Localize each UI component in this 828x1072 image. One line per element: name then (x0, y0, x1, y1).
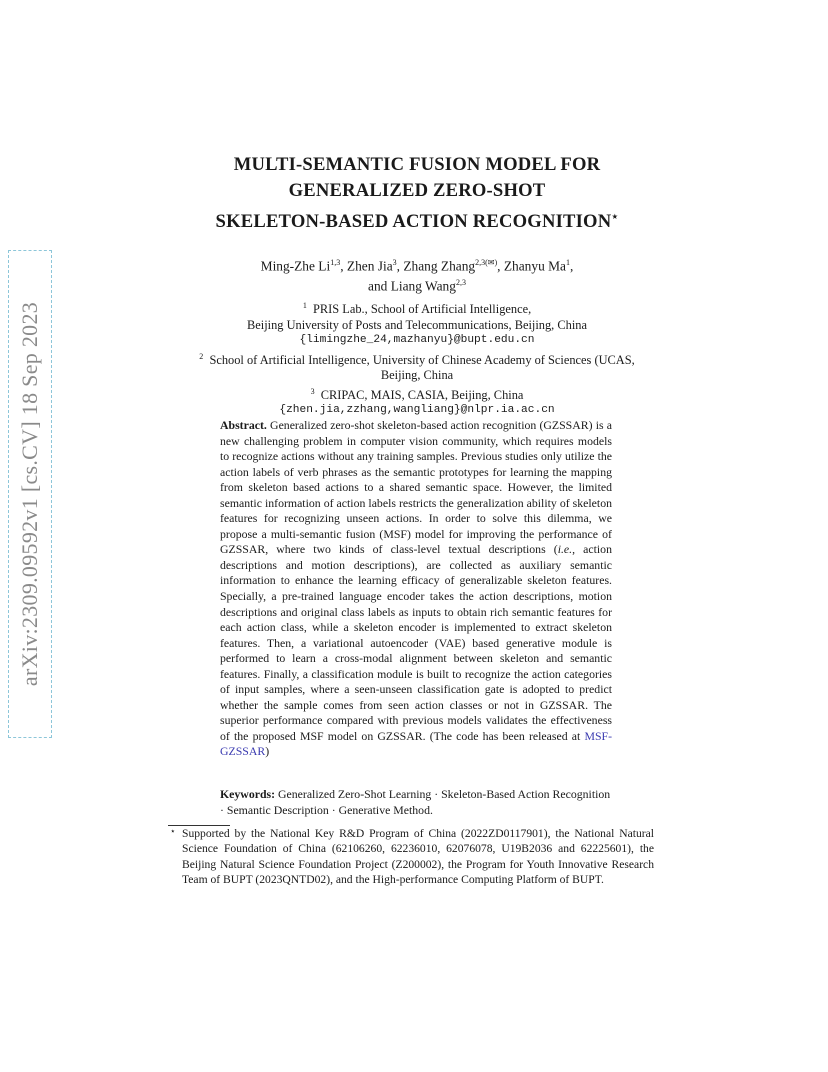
author-name: Zhen Jia (346, 258, 393, 274)
author-affil-sup: 3 (392, 258, 397, 267)
author-affil-sup: 1,3 (330, 258, 341, 267)
affil-text: PRIS Lab., School of Artificial Intelligence, (313, 302, 532, 317)
affil-number: 1 (302, 301, 307, 310)
affiliations (150, 298, 684, 419)
affil-number: 3 (310, 386, 315, 396)
author-name: Zhanyu Ma (503, 258, 566, 274)
author-list: Ming-Zhe Li$^{1,3}$, Zhen Jia$^3$, Zhang Zhang$^{2,3(✉)}$, Zhanyu Ma$^1$, and Liang Wang$^{2,3}$ (260, 258, 574, 294)
abstract-ie: i.e. (557, 542, 573, 557)
footnote-star-mark: ⋆ (170, 826, 176, 836)
affiliation-2 (150, 349, 684, 369)
affil-text: School of Artificial Intelligence, University of Chinese Academy of Sciences (UCAS, (209, 352, 635, 367)
title-line-1: MULTI-SEMANTIC FUSION MODEL FOR (233, 154, 601, 175)
keywords-text: Generalized Zero-Shot Learning · Skeleton-Based Action Recognition · Semantic Description · Generative Method. (220, 787, 611, 817)
affil-number: 2 (199, 351, 204, 361)
arxiv-stamp (8, 250, 52, 738)
author-name: Zhang Zhang (403, 258, 476, 274)
author-affil-sup: 2,3 (455, 278, 466, 288)
title-line-2: GENERALIZED ZERO-SHOT (288, 180, 546, 201)
code-link[interactable]: MSF-GZSSAR (220, 728, 612, 759)
footnote-text: Supported by the National Key R&D Program of China (2022ZD0117901), the National Natural Science Foundation of China (62106260, 62236010, 62076078, U19B2036 and 62225601), the Beijing Natural Science Foundation Project (Z200002), the Program for Youth Innovative Research Team of BUPT (2023QNTD02), and the High-performance Computing Platform of BUPT. (182, 827, 654, 887)
affiliation-3 (150, 384, 684, 404)
affiliation-1 (150, 298, 684, 318)
abstract-body: Generalized zero-shot skeleton-based action recognition (GZSSAR) is a new challenging problem in computer vision community, which requires models to recognize actions without any training samples. Previous studies only utilize the action labels of verb phrases as the semantic prototypes for learning the mapping from skeleton based actions to a shared semantic space. However, the limited semantic information of action labels restricts the generalization ability of skeleton features for recognizing unseen actions. In order to solve this dilemma, we propose a multi-semantic fusion (MSF) model for improving the performance of GZSSAR, where two kinds of class-level textual descriptions ( (220, 418, 612, 557)
affil-text: CRIPAC, MAIS, CASIA, Beijing, China (320, 387, 524, 402)
abstract-close: ) (265, 744, 270, 759)
arxiv-identifier[interactable]: arXiv:2309.09592v1 [cs.CV] 18 Sep 2023 (17, 301, 42, 687)
author-affil-sup: 2,3(✉) (475, 258, 498, 267)
abstract-heading: Abstract. (220, 418, 267, 432)
keywords-heading: Keywords: (220, 787, 276, 801)
keywords (220, 787, 612, 818)
email-2: {zhen.jia,zzhang,wangliang}@nlpr.ia.ac.cn (279, 404, 555, 417)
author-name: Ming-Zhe Li (260, 258, 331, 274)
footnote (170, 826, 654, 888)
abstract (220, 418, 612, 760)
paper-title (150, 152, 684, 235)
title-line-3 (150, 204, 684, 235)
author-affil-sup: 1 (565, 258, 570, 267)
affiliation-2-line-2: Beijing, China (380, 368, 454, 383)
title-star-mark: ⋆ (611, 211, 619, 223)
title-line-3-text: SKELETON-BASED ACTION RECOGNITION (215, 211, 612, 233)
affiliation-1-line-2: Beijing University of Posts and Telecommunications, Beijing, China (247, 317, 587, 332)
author-name-last: and Liang Wang (368, 278, 456, 294)
email-1: {limingzhe_24,mazhanyu}@bupt.edu.cn (299, 334, 535, 347)
abstract-body-cont: , action descriptions and motion descriptions), are collected as auxiliary semantic information to enhance the learning efficacy of generalizable skeleton features. Specially, a pre-trained language encoder takes the action descriptions, motion descriptions and original class labels as inputs to obtain rich semantic features for each action class, while a skeleton encoder is implemented to extract skeleton features. Then, a variational autoencoder (VAE) based generative module is performed to learn a cross-modal alignment between skeleton and semantic features. Finally, a classification module is built to recognize the action categories of input samples, where a seen-unseen classification gate is adopted to predict whether the sample comes from seen action classes or not in GZSSAR. The superior performance compared with previous models validates the effectiveness of the proposed MSF model on GZSSAR. (The code has been released at (220, 542, 612, 743)
